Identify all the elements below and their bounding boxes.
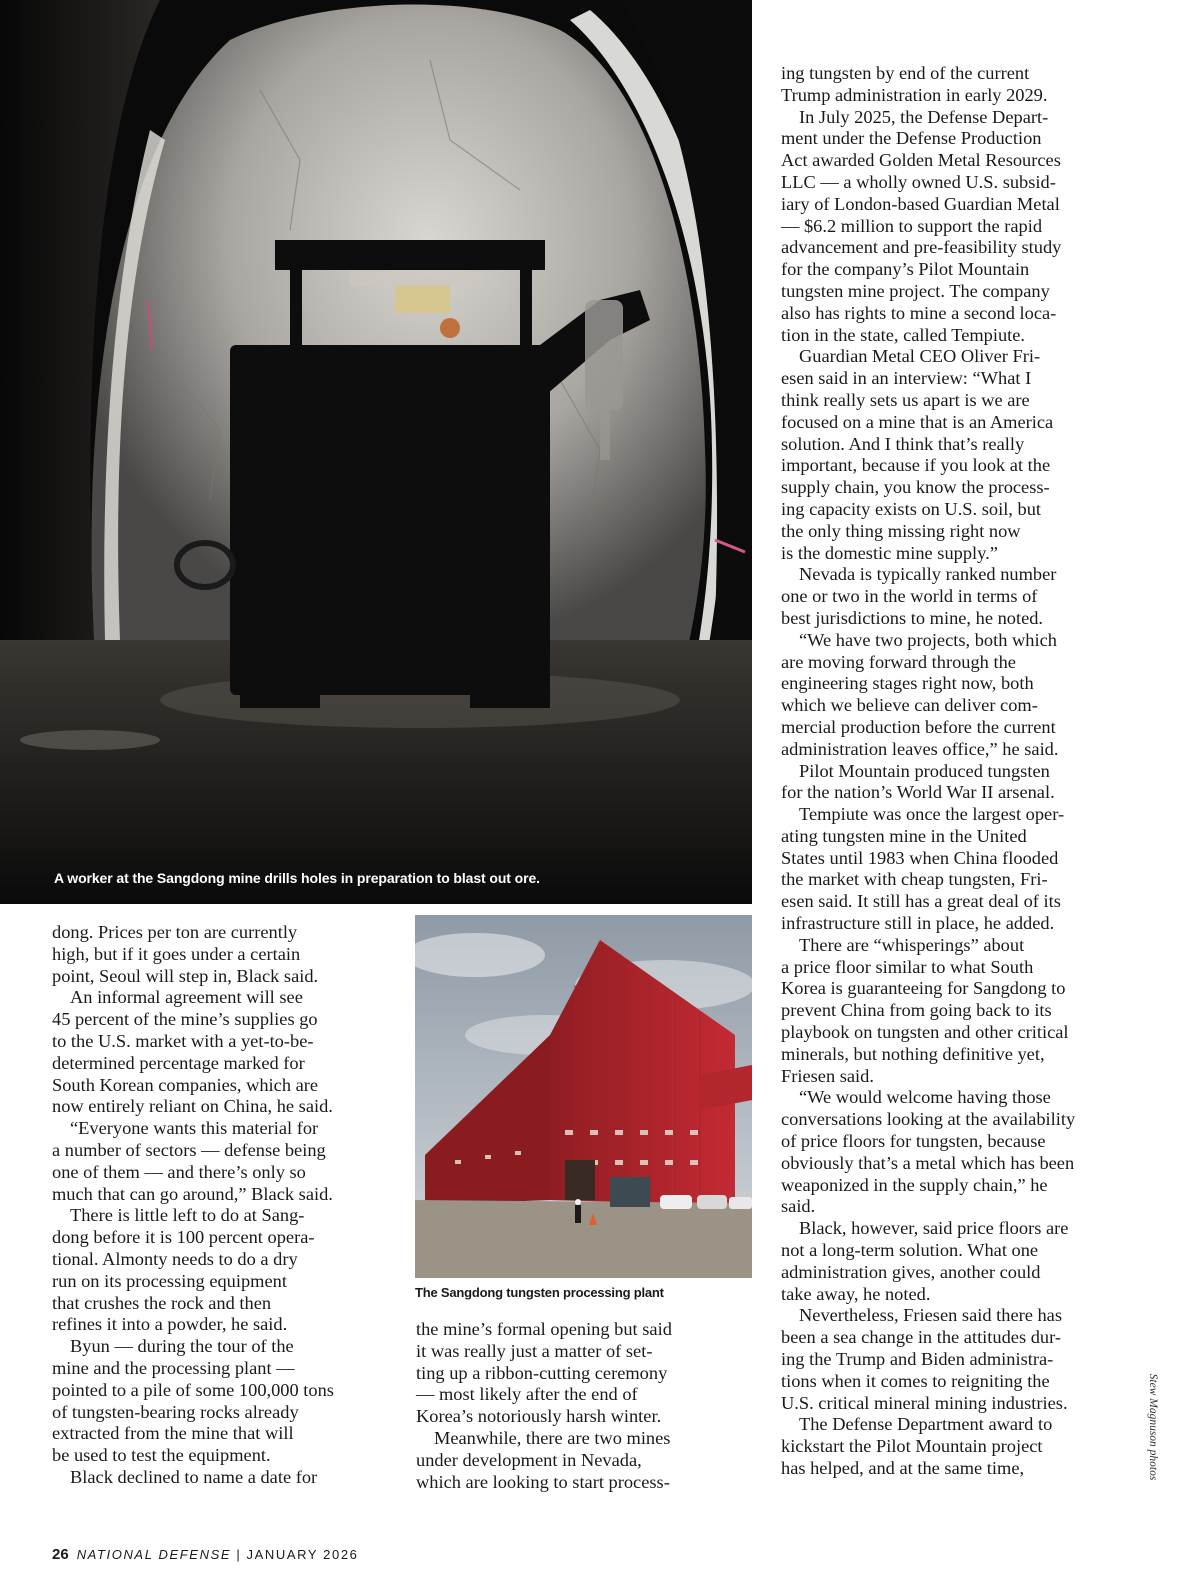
text-line: run on its processing equipment — [52, 1270, 287, 1291]
text-line: the mine’s formal opening but said — [416, 1319, 672, 1339]
text-line: ting up a ribbon-cutting ceremony — [416, 1362, 668, 1383]
page-number: 26 — [52, 1546, 69, 1563]
hero-photo-caption: A worker at the Sangdong mine drills holes in preparation to blast out ore. — [54, 870, 540, 886]
text-line: one or two in the world in terms of — [781, 586, 1038, 607]
text-line: Meanwhile, there are two mines — [434, 1427, 671, 1448]
text-line: ing the Trump and Biden administra- — [781, 1349, 1054, 1370]
text-line: esen said. It still has a great deal of its — [781, 891, 1061, 912]
text-line: conversations looking at the availability — [781, 1109, 1076, 1130]
article-paragraph — [781, 346, 1121, 564]
text-line: the market with cheap tungsten, Fri- — [781, 869, 1048, 890]
text-line: An informal agreement will see — [70, 987, 303, 1008]
text-line: ment under the Defense Production — [781, 128, 1042, 149]
text-line: There are “whisperings” about — [799, 934, 1025, 955]
text-line: pointed to a pile of some 100,000 tons — [52, 1379, 334, 1400]
page-footer — [52, 1546, 359, 1563]
text-line: to the U.S. market with a yet-to-be- — [52, 1030, 314, 1051]
article-paragraph — [781, 1305, 1121, 1414]
text-line: been a sea change in the attitudes dur- — [781, 1327, 1061, 1348]
text-line: dong. Prices per ton are currently — [52, 922, 298, 942]
text-line: for the nation’s World War II arsenal. — [781, 782, 1055, 803]
text-line: ating tungsten mine in the United — [781, 825, 1027, 846]
article-paragraph — [52, 1336, 392, 1467]
text-line: Korea is guaranteeing for Sangdong to — [781, 978, 1066, 999]
article-column-left — [52, 922, 392, 1489]
text-line: best jurisdictions to mine, he noted. — [781, 607, 1044, 628]
text-line: tions when it comes to reigniting the — [781, 1370, 1050, 1391]
text-line: are moving forward through the — [781, 651, 1016, 672]
text-line: the only thing missing right now — [781, 520, 1021, 541]
text-line: esen said in an interview: “What I — [781, 368, 1032, 389]
text-line: Pilot Mountain produced tungsten — [799, 760, 1050, 781]
text-line: of tungsten-bearing rocks already — [52, 1401, 299, 1422]
text-line: ing tungsten by end of the current — [781, 63, 1030, 83]
text-line: has helped, and at the same time, — [781, 1458, 1025, 1478]
article-paragraph — [781, 630, 1121, 761]
text-line: In July 2025, the Defense Depart- — [799, 106, 1049, 127]
text-line: — most likely after the end of — [416, 1384, 638, 1405]
text-line: tungsten mine project. The company — [781, 280, 1050, 301]
text-line: Act awarded Golden Metal Resources — [781, 150, 1061, 171]
text-line: administration gives, another could — [781, 1261, 1041, 1282]
text-line: important, because if you look at the — [781, 455, 1051, 476]
text-line: dong before it is 100 percent opera- — [52, 1227, 315, 1248]
publication-name: NATIONAL DEFENSE — [76, 1547, 232, 1562]
text-line: iary of London-based Guardian Metal — [781, 193, 1060, 214]
text-line: Black declined to name a date for — [70, 1466, 318, 1487]
article-column-middle — [416, 1319, 752, 1493]
text-line: advancement and pre-feasibility study — [781, 237, 1062, 258]
text-line: Korea’s notoriously harsh winter. — [416, 1406, 662, 1427]
text-line: South Korean companies, which are — [52, 1074, 319, 1095]
article-paragraph — [781, 804, 1121, 935]
text-line: that crushes the rock and then — [52, 1292, 272, 1313]
text-line: Black, however, said price floors are — [799, 1218, 1069, 1239]
text-line: U.S. critical mineral mining industries. — [781, 1392, 1068, 1413]
text-line: refines it into a powder, he said. — [52, 1314, 288, 1335]
text-line: “We would welcome having those — [799, 1087, 1051, 1108]
text-line: which we believe can deliver com- — [781, 695, 1038, 716]
text-line: think really sets us apart is we are — [781, 389, 1030, 410]
text-line: ing capacity exists on U.S. soil, but — [781, 498, 1042, 519]
text-line: Nevertheless, Friesen said there has — [799, 1305, 1063, 1326]
text-line: which are looking to start process- — [416, 1471, 670, 1492]
text-line: infrastructure still in place, he added. — [781, 913, 1055, 934]
text-line: Tempiute was once the largest oper- — [799, 804, 1065, 825]
text-line: — $6.2 million to support the rapid — [781, 215, 1043, 236]
article-paragraph — [52, 1467, 392, 1489]
text-line: engineering stages right now, both — [781, 673, 1034, 694]
text-line: solution. And I think that’s really — [781, 433, 1025, 454]
text-line: tional. Almonty needs to do a dry — [52, 1248, 298, 1269]
text-line: weaponized in the supply chain,” he — [781, 1174, 1048, 1195]
text-line: tion in the state, called Tempiute. — [781, 324, 1026, 345]
plant-photo-caption: The Sangdong tungsten processing plant — [415, 1285, 664, 1300]
text-line: supply chain, you know the process- — [781, 477, 1050, 498]
text-line: “We have two projects, both which — [799, 629, 1057, 650]
text-line: Byun — during the tour of the — [70, 1336, 294, 1357]
text-line: The Defense Department award to — [799, 1414, 1053, 1435]
article-paragraph — [52, 987, 392, 1118]
text-line: point, Seoul will step in, Black said. — [52, 965, 319, 986]
text-line: determined percentage marked for — [52, 1052, 305, 1073]
text-line: Guardian Metal CEO Oliver Fri- — [799, 346, 1041, 367]
issue-date: JANUARY 2026 — [246, 1547, 359, 1562]
text-line: Friesen said. — [781, 1065, 874, 1086]
article-column-right — [781, 63, 1121, 1480]
article-paragraph — [781, 1087, 1121, 1218]
text-line: it was really just a matter of set- — [416, 1340, 653, 1361]
article-paragraph — [416, 1319, 752, 1428]
text-line: mine and the processing plant — — [52, 1357, 295, 1378]
article-paragraph — [52, 922, 392, 987]
photo-credit-text: Stew Magnuson photos — [1147, 1373, 1159, 1481]
text-line: LLC — a wholly owned U.S. subsid- — [781, 171, 1056, 192]
text-line: 45 percent of the mine’s supplies go — [52, 1009, 318, 1030]
text-line: not a long-term solution. What one — [781, 1240, 1039, 1261]
text-line: one of them — and there’s only so — [52, 1161, 306, 1182]
text-line: minerals, but nothing definitive yet, — [781, 1043, 1045, 1064]
text-line: is the domestic mine supply.” — [781, 542, 998, 563]
mine-tunnel-photo — [0, 0, 752, 904]
text-line: a price floor similar to what South — [781, 956, 1034, 977]
article-paragraph — [781, 935, 1121, 1088]
text-line: be used to test the equipment. — [52, 1445, 271, 1466]
text-line: for the company’s Pilot Mountain — [781, 259, 1030, 280]
text-line: kickstart the Pilot Mountain project — [781, 1436, 1043, 1457]
article-paragraph — [781, 107, 1121, 347]
text-line: There is little left to do at Sang- — [70, 1205, 305, 1226]
photo-credit — [1138, 1352, 1168, 1502]
text-line: take away, he noted. — [781, 1283, 931, 1304]
footer-separator: | — [236, 1547, 242, 1562]
article-paragraph — [781, 564, 1121, 629]
text-line: much that can go around,” Black said. — [52, 1183, 333, 1204]
text-line: States until 1983 when China flooded — [781, 847, 1059, 868]
article-paragraph — [52, 1205, 392, 1336]
text-line: mercial production before the current — [781, 716, 1056, 737]
text-line: high, but if it goes under a certain — [52, 943, 301, 964]
text-line: also has rights to mine a second loca- — [781, 302, 1057, 323]
text-line: a number of sectors — defense being — [52, 1139, 326, 1160]
text-line: said. — [781, 1196, 816, 1217]
article-paragraph — [781, 63, 1121, 107]
text-line: focused on a mine that is an America — [781, 411, 1054, 432]
text-line: of price floors for tungsten, because — [781, 1131, 1046, 1152]
text-line: “Everyone wants this material for — [70, 1118, 319, 1139]
article-paragraph — [416, 1428, 752, 1493]
article-paragraph — [781, 1218, 1121, 1305]
text-line: playbook on tungsten and other critical — [781, 1022, 1069, 1043]
text-line: administration leaves office,” he said. — [781, 738, 1059, 759]
text-line: Nevada is typically ranked number — [799, 564, 1057, 585]
processing-plant-photo — [415, 915, 752, 1278]
article-paragraph — [52, 1118, 392, 1205]
text-line: now entirely reliant on China, he said. — [52, 1096, 333, 1117]
article-paragraph — [781, 1414, 1121, 1479]
text-line: obviously that’s a metal which has been — [781, 1152, 1075, 1173]
text-line: Trump administration in early 2029. — [781, 84, 1048, 105]
text-line: prevent China from going back to its — [781, 1000, 1052, 1021]
text-line: extracted from the mine that will — [52, 1423, 294, 1444]
text-line: under development in Nevada, — [416, 1449, 642, 1470]
article-paragraph — [781, 761, 1121, 805]
